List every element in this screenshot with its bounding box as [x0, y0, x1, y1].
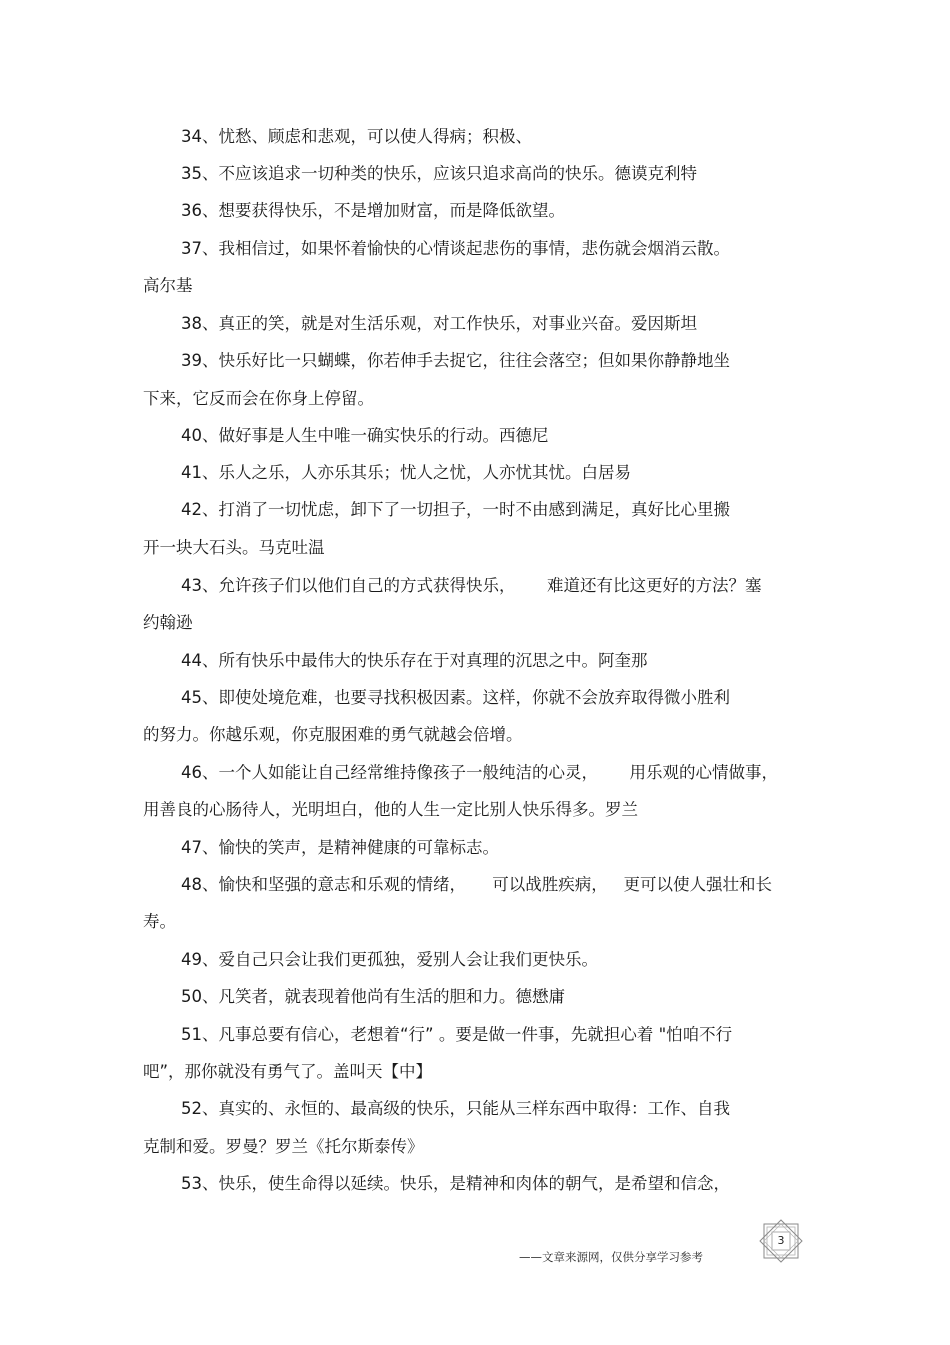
- text-line: 的努力。你越乐观，你克服困难的勇气就越会倍增。: [143, 725, 523, 744]
- text-line: 43、允许孩子们以他们自己的方式获得快乐， 难道还有比这更好的方法？塞: [181, 576, 762, 595]
- text-line: 用善良的心肠待人，光明坦白，他的人生一定比别人快乐得多。罗兰: [143, 800, 638, 819]
- text-line: 46、一个人如能让自己经常维持像孩子一般纯洁的心灵， 用乐观的心情做事，: [181, 763, 778, 782]
- text-line: 35、不应该追求一切种类的快乐，应该只追求高尚的快乐。德谟克利特: [181, 164, 697, 183]
- text-line: 47、愉快的笑声，是精神健康的可靠标志。: [181, 838, 499, 857]
- page-number-badge: [756, 1219, 806, 1263]
- text-line: 约翰逊: [143, 613, 193, 632]
- text-line: 38、真正的笑，就是对生活乐观，对工作快乐，对事业兴奋。爱因斯坦: [181, 314, 697, 333]
- text-line: 53、快乐，使生命得以延续。快乐，是精神和肉体的朝气，是希望和信念，: [181, 1174, 730, 1193]
- text-line: 41、乐人之乐，人亦乐其乐；忧人之忧，人亦忧其忧。白居易: [181, 463, 631, 482]
- text-line: 下来，它反而会在你身上停留。: [143, 389, 374, 408]
- text-line: 克制和爱。罗曼？罗兰《托尔斯泰传》: [143, 1137, 424, 1156]
- text-line: 45、即使处境危难，也要寻找积极因素。这样，你就不会放弃取得微小胜利: [181, 688, 730, 707]
- text-line: 吧”，那你就没有勇气了。盖叫天【中】: [143, 1062, 433, 1081]
- text-line: 52、真实的、永恒的、最高级的快乐，只能从三样东西中取得：工作、自我: [181, 1099, 730, 1118]
- text-line: 34、忧愁、顾虑和悲观，可以使人得病；积极、: [181, 127, 532, 146]
- text-line: 51、凡事总要有信心，老想着“行” 。要是做一件事，先就担心着 "怕咱不行: [181, 1025, 733, 1044]
- text-line: 50、凡笑者，就表现着他尚有生活的胆和力。德懋庸: [181, 987, 565, 1006]
- text-line: 36、想要获得快乐，不是增加财富，而是降低欲望。: [181, 201, 565, 220]
- text-line: 开一块大石头。马克吐温: [143, 538, 325, 557]
- text-line: 40、做好事是人生中唯一确实快乐的行动。西德尼: [181, 426, 549, 445]
- text-line: 49、爱自己只会让我们更孤独，爱别人会让我们更快乐。: [181, 950, 598, 969]
- text-line: 37、我相信过，如果怀着愉快的心情谈起悲伤的事情，悲伤就会烟消云散。: [181, 239, 730, 258]
- page-number: 3: [777, 1234, 785, 1247]
- text-line: 42、打消了一切忧虑，卸下了一切担子，一时不由感到满足，真好比心里搬: [181, 500, 730, 519]
- text-line: 寿。: [143, 912, 176, 931]
- text-line: 44、所有快乐中最伟大的快乐存在于对真理的沉思之中。阿奎那: [181, 651, 648, 670]
- footer-note: ——文章来源网，仅供分享学习参考: [519, 1250, 703, 1264]
- text-line: 48、愉快和坚强的意志和乐观的情绪， 可以战胜疾病， 更可以使人强壮和长: [181, 875, 772, 894]
- text-line: 高尔基: [143, 276, 193, 295]
- text-line: 39、快乐好比一只蝴蝶，你若伸手去捉它，往往会落空；但如果你静静地坐: [181, 351, 730, 370]
